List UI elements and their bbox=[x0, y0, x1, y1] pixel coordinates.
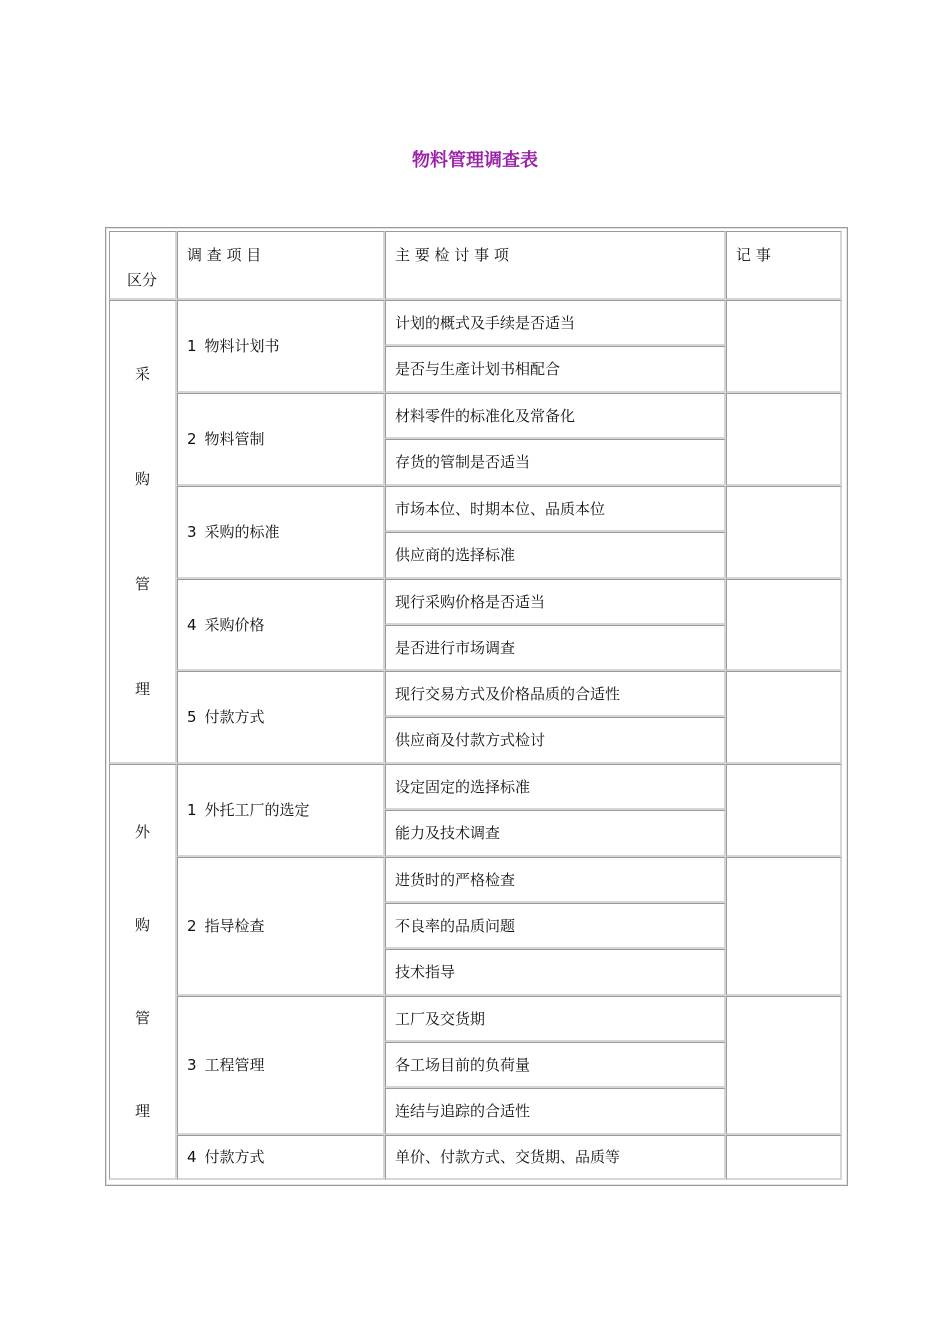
note-cell bbox=[726, 579, 842, 671]
check-text: 能力及技术调查 bbox=[395, 824, 501, 842]
item-cell bbox=[177, 300, 385, 393]
check-cell bbox=[385, 671, 726, 717]
item-label: 采购的标准 bbox=[204, 523, 280, 541]
zone-char: 理 bbox=[134, 1102, 150, 1121]
zone-char: 理 bbox=[134, 680, 150, 699]
item-number: 1 bbox=[187, 337, 197, 355]
check-cell bbox=[385, 1135, 726, 1180]
check-text: 工厂及交货期 bbox=[395, 1009, 486, 1028]
item-cell bbox=[177, 671, 385, 764]
check-text: 各工场目前的负荷量 bbox=[395, 1055, 531, 1074]
note-cell bbox=[726, 857, 842, 996]
check-cell bbox=[385, 486, 726, 532]
check-cell bbox=[385, 903, 726, 949]
item-number: 2 bbox=[187, 430, 197, 448]
note-cell bbox=[726, 671, 842, 764]
check-cell bbox=[385, 810, 726, 857]
zone-char: 管 bbox=[134, 575, 150, 594]
check-cell bbox=[385, 1088, 726, 1135]
note-cell bbox=[726, 1135, 842, 1180]
item-cell bbox=[177, 486, 385, 579]
check-cell bbox=[385, 764, 726, 810]
zone-char: 管 bbox=[134, 1009, 150, 1028]
check-cell bbox=[385, 625, 726, 671]
item-cell bbox=[177, 579, 385, 671]
note-cell bbox=[726, 764, 842, 857]
check-text: 市场本位、时期本位、品质本位 bbox=[395, 499, 606, 518]
zone-char: 购 bbox=[134, 469, 150, 488]
check-text: 是否与生產计划书相配合 bbox=[395, 360, 561, 378]
check-cell bbox=[385, 579, 726, 625]
header-item-cell bbox=[177, 231, 385, 300]
zone-char: 外 bbox=[134, 822, 150, 841]
check-text: 不良率的品质问题 bbox=[395, 916, 516, 935]
check-text: 设定固定的选择标准 bbox=[395, 777, 531, 796]
header-item-label: 调 查 项 目 bbox=[187, 246, 262, 264]
item-cell bbox=[177, 1135, 385, 1180]
item-cell bbox=[177, 857, 385, 996]
item-label: 工程管理 bbox=[204, 1056, 265, 1074]
header-zone-cell bbox=[109, 231, 177, 300]
item-number: 2 bbox=[187, 917, 197, 935]
check-text: 单价、付款方式、交货期、品质等 bbox=[395, 1148, 621, 1166]
note-cell bbox=[726, 486, 842, 579]
check-text: 计划的概式及手续是否适当 bbox=[395, 313, 576, 332]
check-cell bbox=[385, 996, 726, 1042]
check-text: 进货时的严格检查 bbox=[395, 870, 516, 889]
check-cell bbox=[385, 346, 726, 393]
check-cell bbox=[385, 949, 726, 996]
item-number: 5 bbox=[187, 708, 197, 726]
item-number: 3 bbox=[187, 523, 197, 541]
item-label: 付款方式 bbox=[204, 1148, 265, 1166]
item-number: 4 bbox=[187, 615, 197, 634]
zone-char: 采 bbox=[134, 364, 150, 383]
check-cell bbox=[385, 439, 726, 486]
page-title: 物料管理调查表 bbox=[412, 150, 538, 171]
check-text: 存货的管制是否适当 bbox=[395, 453, 531, 471]
header-zone-label: 区分 bbox=[127, 271, 158, 289]
item-cell bbox=[177, 393, 385, 486]
item-label: 外托工厂的选定 bbox=[204, 801, 310, 819]
zone-char: 购 bbox=[134, 915, 150, 934]
check-text: 供应商及付款方式检讨 bbox=[395, 731, 546, 749]
item-cell bbox=[177, 996, 385, 1135]
check-text: 是否进行市场调查 bbox=[395, 638, 516, 657]
item-label: 物料计划书 bbox=[204, 337, 280, 355]
header-note-cell bbox=[726, 231, 842, 300]
check-cell bbox=[385, 857, 726, 903]
item-label: 指导检查 bbox=[204, 917, 265, 935]
header-check-label: 主 要 检 讨 事 项 bbox=[395, 246, 509, 264]
zone-cell-purchase bbox=[109, 300, 177, 764]
check-cell bbox=[385, 393, 726, 439]
check-cell bbox=[385, 717, 726, 764]
note-cell bbox=[726, 996, 842, 1135]
note-cell bbox=[726, 393, 842, 486]
check-text: 现行交易方式及价格品质的合适性 bbox=[395, 684, 621, 703]
item-cell bbox=[177, 764, 385, 857]
check-text: 技术指导 bbox=[395, 963, 456, 981]
header-note-label: 记 事 bbox=[736, 246, 771, 264]
item-number: 4 bbox=[187, 1148, 197, 1166]
check-cell bbox=[385, 532, 726, 579]
header-check-cell bbox=[385, 231, 726, 300]
item-label: 采购价格 bbox=[204, 615, 265, 634]
item-number: 3 bbox=[187, 1056, 197, 1074]
check-text: 供应商的选择标准 bbox=[395, 546, 516, 564]
survey-table bbox=[105, 227, 848, 1186]
check-text: 现行采购价格是否适当 bbox=[395, 592, 546, 611]
item-number: 1 bbox=[187, 801, 197, 819]
item-label: 付款方式 bbox=[204, 708, 265, 726]
item-label: 物料管制 bbox=[204, 430, 265, 448]
zone-cell-outsource bbox=[109, 764, 177, 1180]
check-text: 连结与追踪的合适性 bbox=[395, 1102, 531, 1120]
check-cell bbox=[385, 300, 726, 346]
note-cell bbox=[726, 300, 842, 393]
check-text: 材料零件的标准化及常备化 bbox=[395, 406, 576, 425]
check-cell bbox=[385, 1042, 726, 1088]
